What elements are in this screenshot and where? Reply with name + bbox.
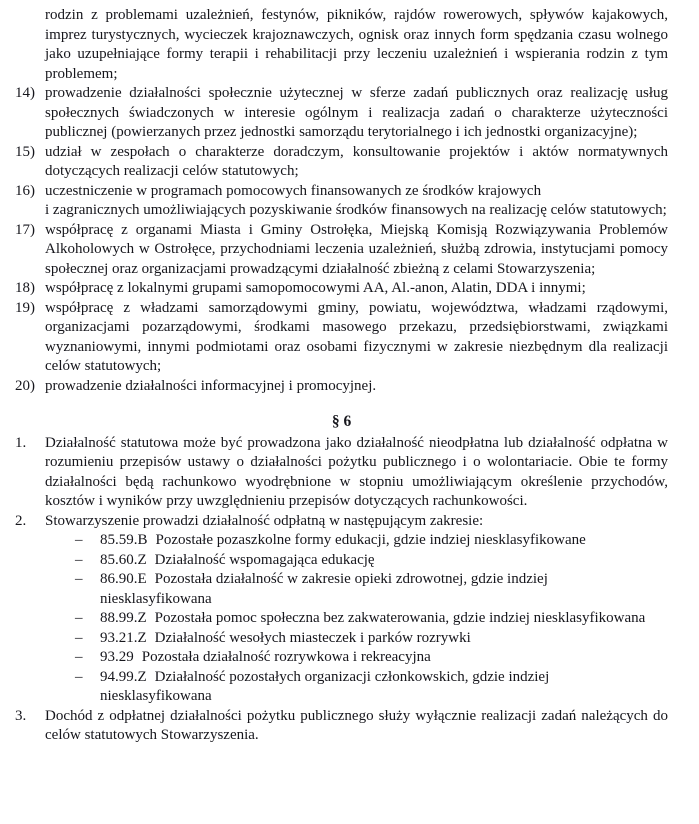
dash-bullet: – <box>75 668 83 685</box>
dash-bullet: – <box>75 532 83 548</box>
list-item-number: 15) <box>15 143 35 160</box>
list-item-text: współpracę z władzami samorządowymi gminy, powiatu, województwa, władzami rządowymi, organizacjami pozarządowymi, środkami masowego przekazu, przedsiębiorstwami, związkami wyznaniowymi, innymi podmiotami oraz osobami fizycznymi w zakresie niezbędnym dla realizacji celów statutowych; <box>45 299 668 374</box>
pkd-item <box>45 668 668 707</box>
pkd-code: 86.90.E <box>100 571 147 587</box>
list-item-text: Stowarzyszenie prowadzi działalność odpłatną w następującym zakresie: <box>45 512 484 529</box>
section-heading-paragraph-6: § 6 <box>331 413 352 430</box>
dash-bullet: – <box>75 571 83 587</box>
pkd-item <box>45 551 668 571</box>
list-item-20 <box>15 377 668 397</box>
list-item-number: 1. <box>15 434 27 451</box>
pkd-code-list <box>45 531 668 707</box>
pkd-text: Działalność pozostałych organizacji członkowskich, gdzie indziej <box>154 668 550 685</box>
list-item-number: 2. <box>15 512 27 529</box>
pkd-item <box>45 648 668 668</box>
pkd-code: 85.60.Z <box>100 551 147 568</box>
pkd-item <box>45 570 668 609</box>
pkd-text-continued: niesklasyfikowana <box>100 590 212 607</box>
list-item-19 <box>15 299 668 377</box>
dash-bullet: – <box>75 551 83 568</box>
list-item-text-line1: uczestniczenie w programach pomocowych finansowanych ze środków krajowych <box>45 182 542 199</box>
list-item-text: współpracę z organami Miasta i Gminy Ostrołęka, Miejską Komisją Rozwiązywania Problemów Alkoholowych w Ostrołęce, przychodniami leczenia uzależnień, służbą zdrowia, instytucjami pomocy społecznej oraz organizacjami prowadzącymi działalność zbieżną z celami Stowarzyszenia; <box>45 221 668 277</box>
list-item-16 <box>15 182 668 221</box>
pkd-text: Pozostała pomoc społeczna bez zakwaterowania, gdzie indziej niesklasyfikowana <box>154 610 646 626</box>
list-item-number: 17) <box>15 221 35 238</box>
pkd-code: 93.29 <box>100 649 134 665</box>
list-item-text: udział w zespołach o charakterze doradczym, konsultowanie projektów i aktów normatywnych dotyczących realizacji celów statutowych; <box>45 143 668 179</box>
list-item-number: 14) <box>15 85 35 101</box>
list-item-text-rest: i zagranicznych umożliwiających pozyskiwanie środków finansowych na realizację celów statutowych; <box>45 202 667 218</box>
list-item-number: 18) <box>15 280 35 296</box>
dash-bullet: – <box>75 610 83 626</box>
pkd-item <box>45 629 668 649</box>
pkd-item <box>45 531 668 551</box>
list-item-text: Dochód z odpłatnej działalności pożytku publicznego służy wyłącznie realizacji zadań należących do celów statutowych Stowarzyszenia. <box>45 707 668 743</box>
list-item-14 <box>15 84 668 143</box>
list-item-15 <box>15 143 668 182</box>
pkd-text: Pozostała działalność w zakresie opieki zdrowotnej, gdzie indziej <box>154 571 548 587</box>
pkd-text: Pozostała działalność rozrywkowa i rekreacyjna <box>141 649 431 665</box>
section-item-2 <box>15 512 668 707</box>
section-item-1 <box>15 434 668 512</box>
list-item-17 <box>15 221 668 280</box>
list-item-number: 19) <box>15 299 35 316</box>
section-item-3 <box>15 707 668 746</box>
list-item-number: 3. <box>15 707 27 724</box>
list-item-number: 16) <box>15 182 35 199</box>
pkd-code: 88.99.Z <box>100 610 147 626</box>
pkd-code: 93.21.Z <box>100 629 147 646</box>
list-item-text: Działalność statutowa może być prowadzona jako działalność nieodpłatna lub działalność odpłatna w rozumieniu przepisów ustawy o działalności pożytku publicznego i o wolontariacie. Obie te formy działalności będą rachunkowo wyodrębnione w stopniu umożliwiającym określenie przychodów, kosztów i wyników przy uwzględnieniu przepisów dotyczących rachunkowości. <box>45 434 668 509</box>
list-item-number: 20) <box>15 377 35 394</box>
dash-bullet: – <box>75 649 83 665</box>
dash-bullet: – <box>75 629 83 646</box>
pkd-text-continued: niesklasyfikowana <box>100 688 212 704</box>
list-item-18 <box>15 279 668 299</box>
pkd-text: Działalność wesołych miasteczek i parków rozrywki <box>154 629 471 646</box>
pkd-code: 85.59.B <box>100 532 148 548</box>
list-item-text: współpracę z lokalnymi grupami samopomocowymi AA, Al.-anon, Alatin, DDA i innymi; <box>45 280 586 296</box>
list-item-text: prowadzenie działalności społecznie użytecznej w sferze zadań publicznych oraz realizację usług społecznych świadczonych w interesie ogólnym i realizacja zadań o charakterze użyteczności publicznej (powierzanych przez jednostki samorządu terytorialnego i ich jednostki organizacyjne); <box>45 85 668 140</box>
pkd-text: Pozostałe pozaszkolne formy edukacji, gdzie indziej niesklasyfikowane <box>155 532 586 548</box>
pkd-item <box>45 609 668 629</box>
pkd-code: 94.99.Z <box>100 668 147 685</box>
paragraph-continuation: rodzin z problemami uzależnień, festynów, pikników, rajdów rowerowych, spływów kajakowych, imprez turystycznych, wycieczek krajoznawczych, ognisk oraz innych form spędzania czasu wolnego jako uzupełniające formy terapii i rehabilitacji przy leczeniu uzależnień i wspierania rodzin z tym problemem; <box>45 7 668 82</box>
pkd-text: Działalność wspomagająca edukację <box>154 551 375 568</box>
list-item-text: prowadzenie działalności informacyjnej i promocyjnej. <box>45 377 377 394</box>
